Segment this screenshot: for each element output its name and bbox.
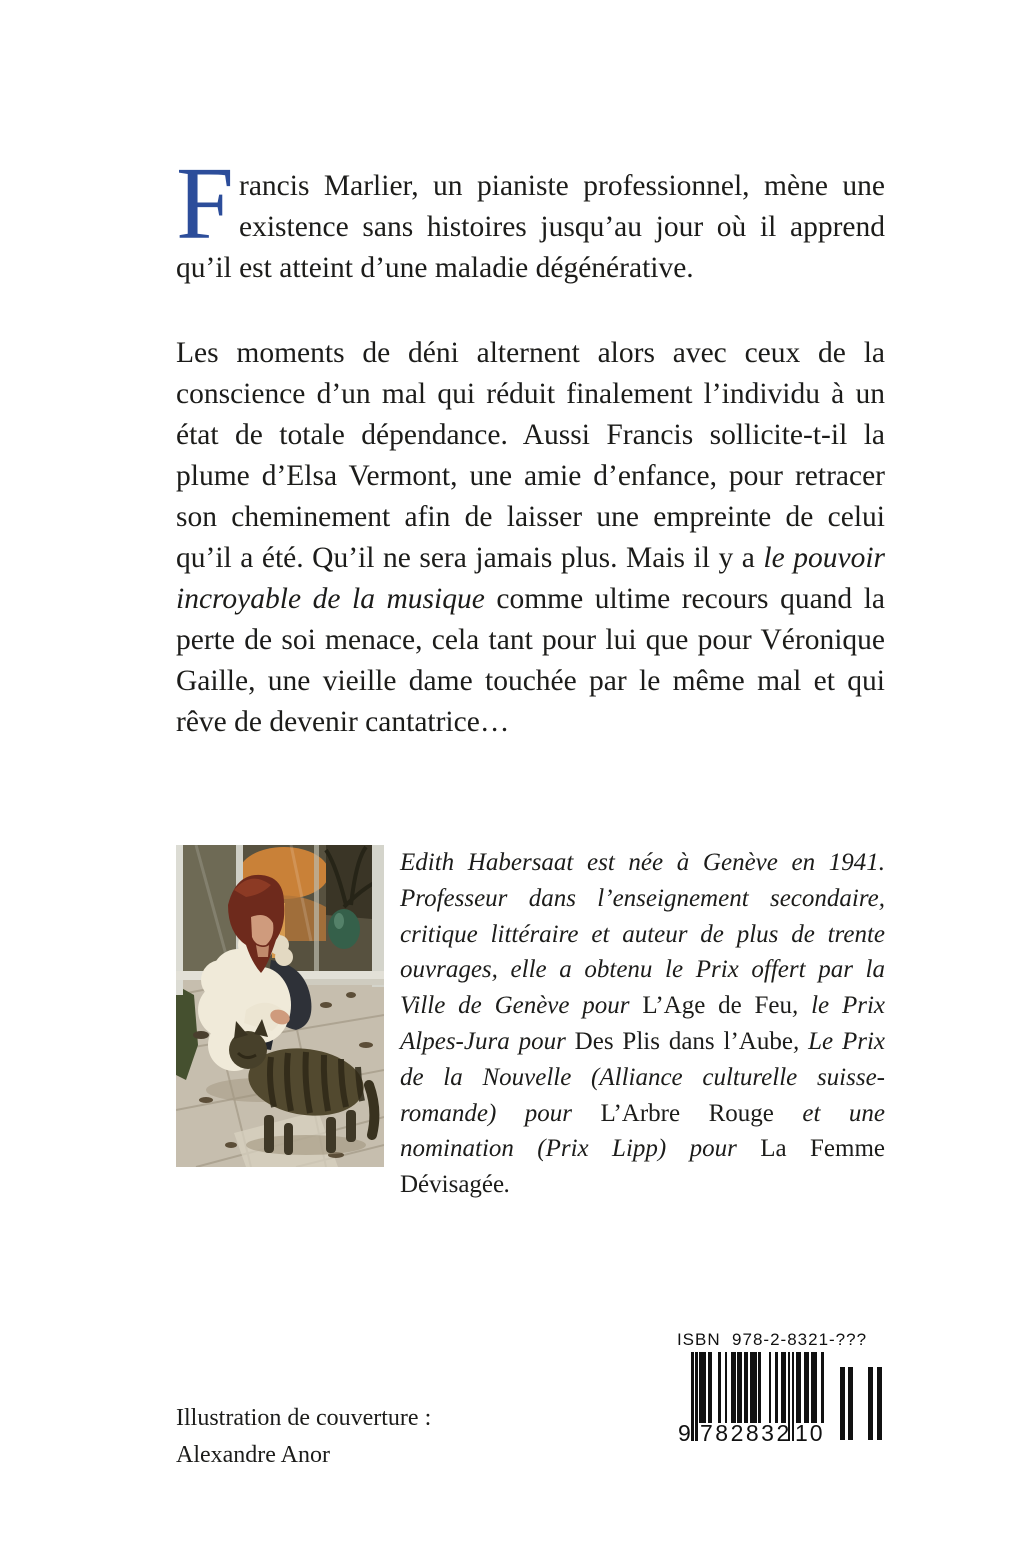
dropcap-letter: F [176, 146, 234, 261]
isbn-label: ISBN 978-2-8321-??? [676, 1330, 868, 1349]
barcode-bar [783, 1352, 786, 1423]
barcode-right-marks [877, 1367, 882, 1440]
barcode-bar [725, 1352, 728, 1423]
barcode-bar [815, 1352, 818, 1423]
barcode-bar [691, 1352, 694, 1441]
isbn-block [676, 1330, 888, 1460]
text-segment: comme ultime recours quand la perte de soi menace, cela tant pour lui que pour Véronique Gaille, une vieille dame touchée par le même mal et qui rêve de devenir cantatrice… [176, 583, 886, 738]
barcode-bar [718, 1352, 721, 1423]
barcode-digit-group: 782832 [700, 1420, 792, 1446]
barcode-bar [792, 1352, 795, 1441]
barcode-right-marks [848, 1367, 853, 1440]
author-section [176, 845, 885, 1203]
barcode-bar [769, 1352, 772, 1423]
barcode-bar [821, 1352, 824, 1423]
author-photo [176, 845, 384, 1167]
barcode-bar [710, 1352, 713, 1423]
credits-line-1: Illustration de couverture : [176, 1405, 432, 1431]
barcode-bar [807, 1352, 810, 1423]
synopsis [176, 146, 886, 743]
synopsis-paragraph-1 [176, 146, 885, 289]
synopsis-paragraph-1-text: rancis Marlier, un pianiste professionnel, mène une existence sans histoires jusqu’au jour où il apprend qu’il est atteint d’une maladie dégénérative. [176, 170, 885, 284]
text-segment: La Femme Dévisagée [400, 1135, 885, 1199]
text-segment: et une nomination (Prix Lipp) pour [400, 1099, 886, 1163]
barcode-bar [704, 1352, 707, 1423]
credits-line-2: Alexandre Anor [176, 1442, 330, 1468]
barcode-bar [739, 1352, 742, 1423]
text-segment: , Le Prix de la Nouvelle (Alliance culturelle suisse-romande) pour [400, 1027, 885, 1127]
text-segment: L’Age de Feu [642, 992, 793, 1020]
synopsis-paragraph-2 [176, 333, 885, 743]
text-segment: . [504, 1171, 511, 1199]
text-segment: Edith Habersaat est née à Genève en 1941. Professeur dans l’enseignement secondaire, critique littéraire et auteur de plus de trente ouvrages, elle a obtenu le Prix offert par la Ville de Genève pour [400, 849, 885, 1020]
barcode-bar [746, 1352, 749, 1423]
barcode-digit-group: 9 [678, 1420, 691, 1446]
barcode-bar [798, 1352, 801, 1423]
text-segment: , le Prix Alpes-Jura pour [400, 992, 885, 1055]
barcode-bar [733, 1352, 736, 1423]
text-segment: L’Arbre Rouge [600, 1099, 774, 1127]
barcode-bar [775, 1352, 778, 1423]
barcode-right-marks [868, 1367, 873, 1440]
barcode-right-marks [840, 1367, 845, 1440]
barcode-bar [754, 1352, 757, 1423]
text-segment: Des Plis dans l’Aube [574, 1027, 793, 1055]
barcode-bar [758, 1352, 761, 1423]
barcode-digit-group: 10 [795, 1420, 825, 1446]
barcode-bar [695, 1352, 698, 1441]
text-segment: le pouvoir incroyable de la musique [176, 542, 886, 615]
text-segment: Les moments de déni alternent alors avec ceux de la conscience d’un mal qui réduit finalement l’individu à un état de totale dépendance. Aussi Francis sollicite-t-il la plume d’Elsa Vermont, une amie d’enfance, pour retracer son cheminement afin de laisser une empreinte de celui qu’il a été. Qu’il ne sera jamais plus. Mais il y a [176, 337, 885, 574]
cover-credits [176, 1400, 431, 1474]
author-bio [400, 845, 885, 1203]
